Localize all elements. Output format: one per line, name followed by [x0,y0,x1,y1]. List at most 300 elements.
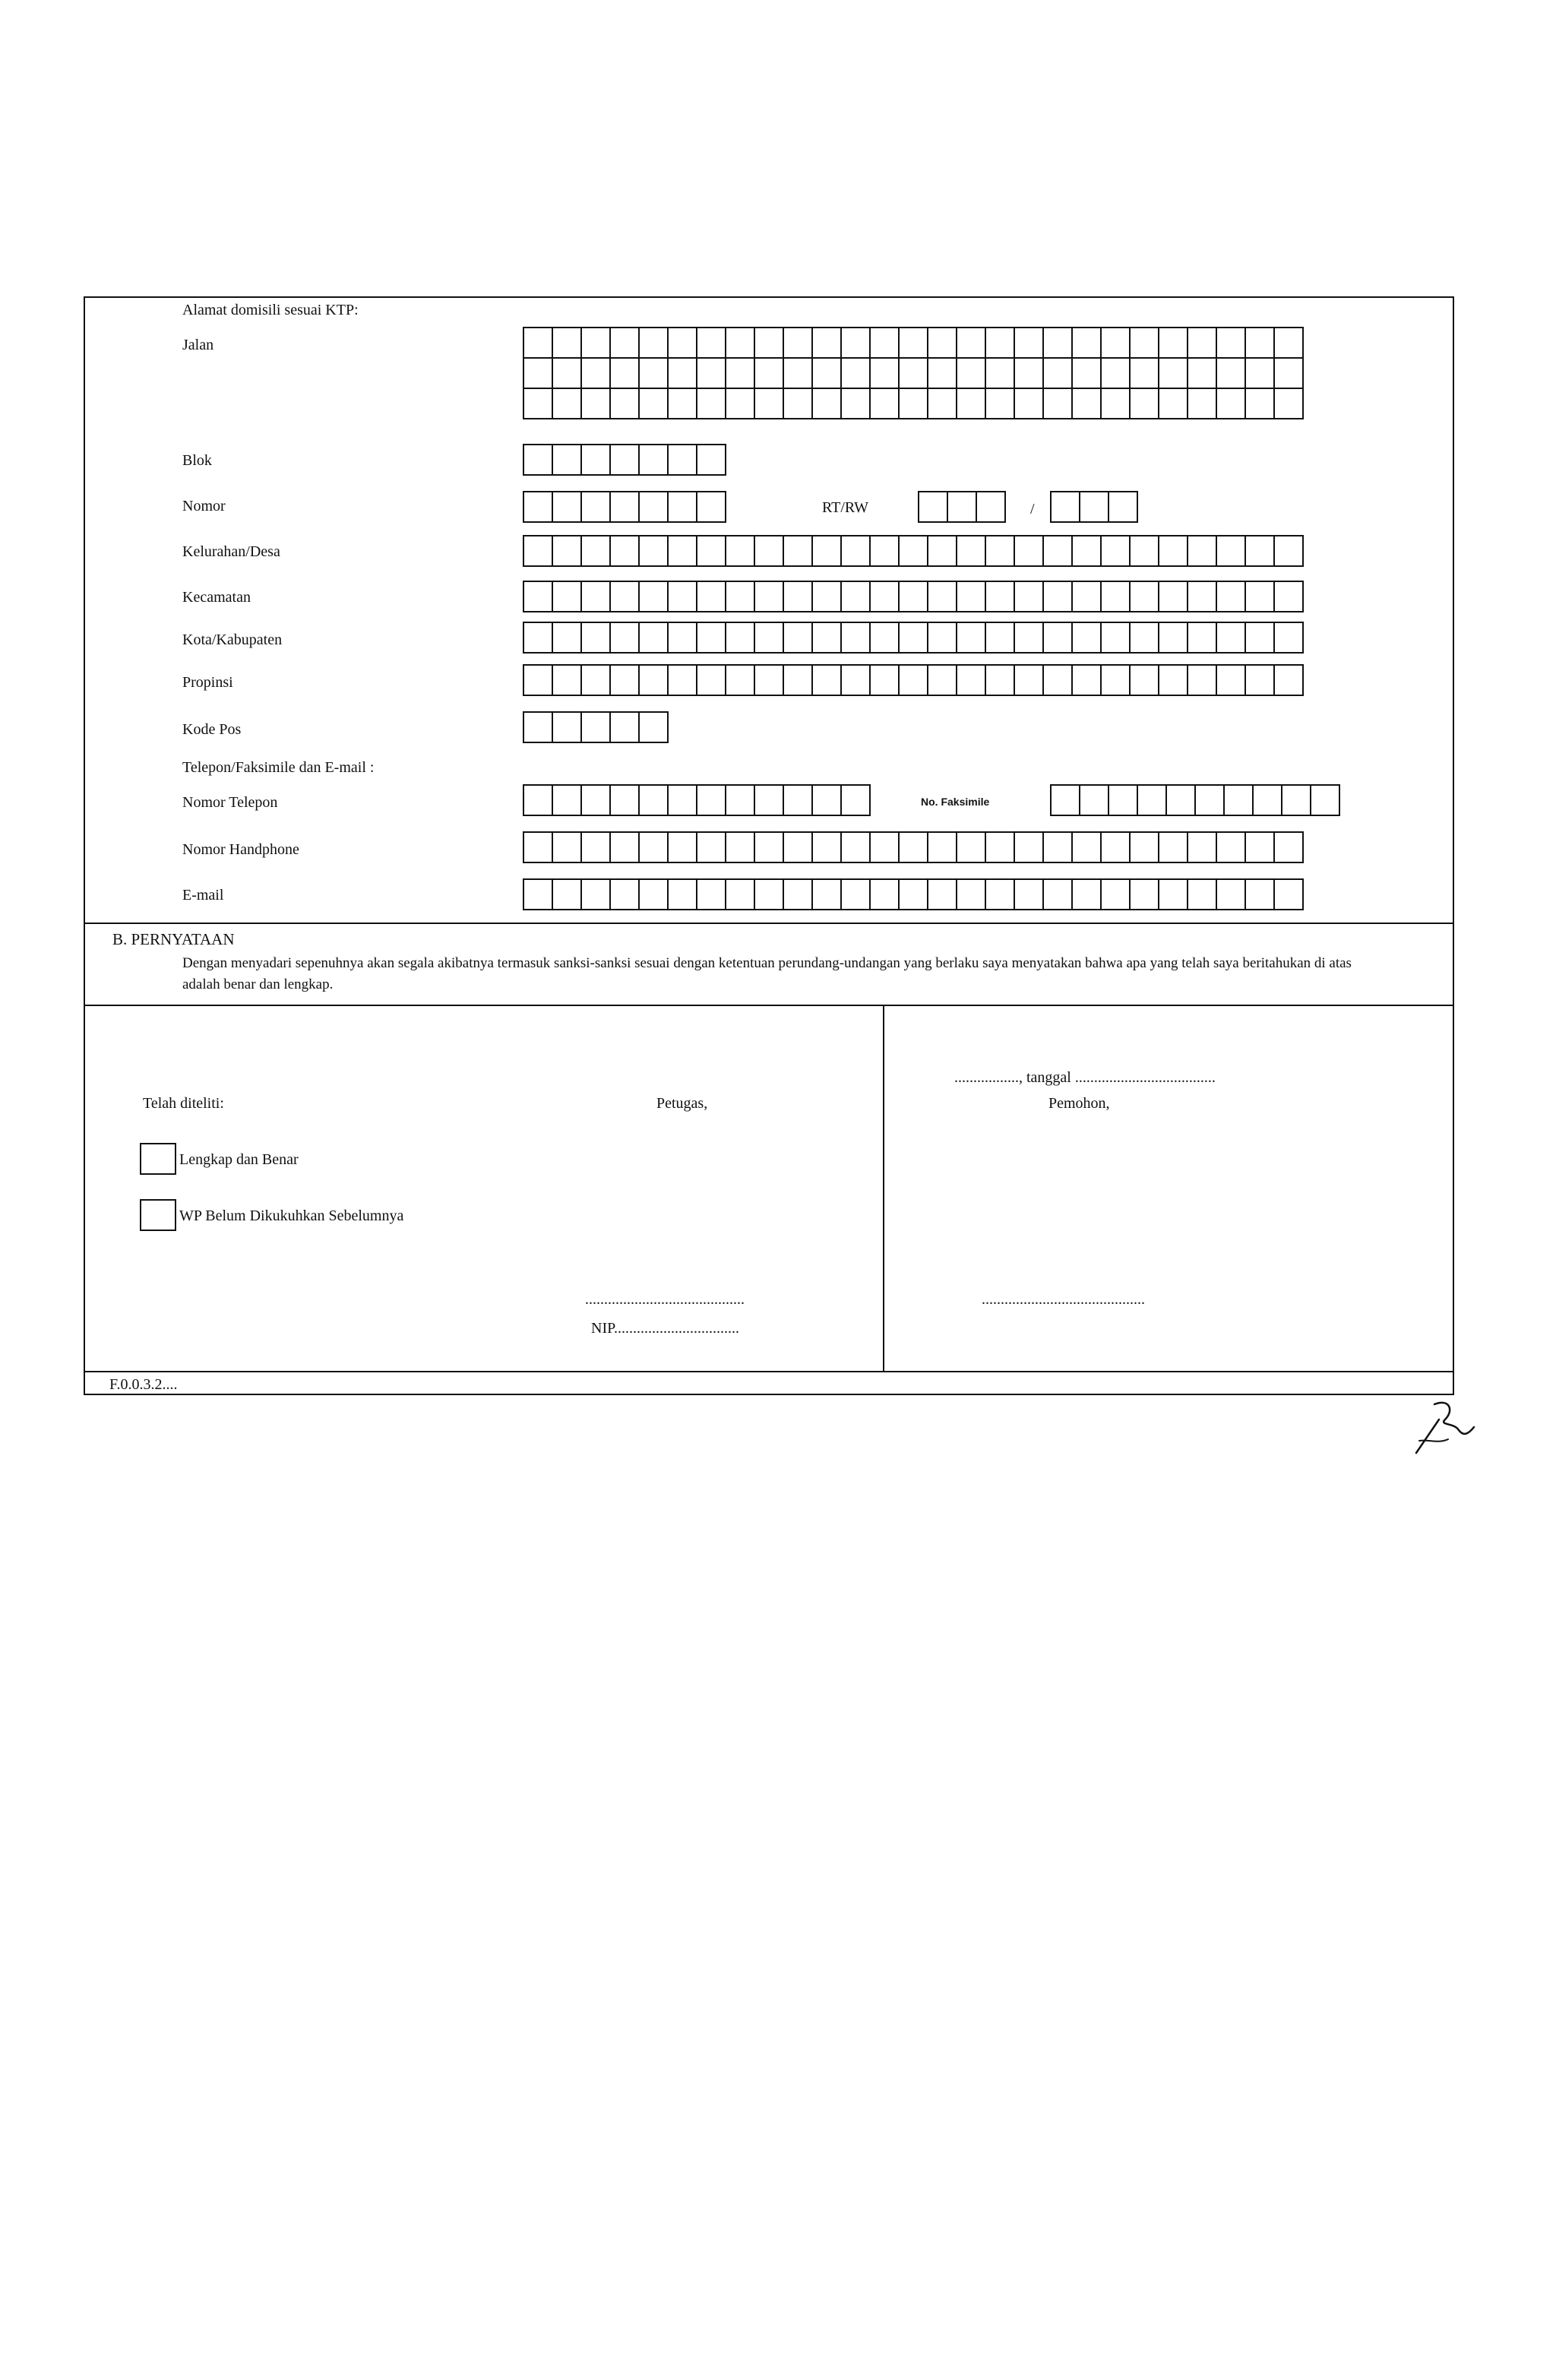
char-box[interactable] [725,388,755,419]
char-box[interactable] [725,622,755,654]
char-box[interactable] [840,327,871,359]
char-box[interactable] [956,388,986,419]
char-box[interactable] [1100,831,1131,863]
char-box[interactable] [580,622,611,654]
char-box[interactable] [1014,622,1044,654]
char-box[interactable] [869,622,900,654]
char-box[interactable] [667,357,697,389]
char-box[interactable] [754,831,784,863]
char-box[interactable] [1273,388,1304,419]
char-box[interactable] [1273,831,1304,863]
char-box[interactable] [1014,664,1044,696]
char-box[interactable] [927,327,957,359]
char-box[interactable] [1042,581,1073,612]
char-box[interactable] [725,831,755,863]
char-box[interactable] [1216,535,1246,567]
char-box[interactable] [1273,622,1304,654]
char-box[interactable] [1071,388,1102,419]
char-box[interactable] [1158,535,1188,567]
char-box[interactable] [696,831,726,863]
char-box[interactable] [898,831,928,863]
char-box[interactable] [1244,327,1275,359]
char-box[interactable] [667,664,697,696]
char-box[interactable] [1187,327,1217,359]
char-box[interactable] [840,784,871,816]
char-box[interactable] [1129,388,1159,419]
char-box[interactable] [1165,784,1196,816]
char-box[interactable] [1158,357,1188,389]
char-box[interactable] [609,491,640,523]
char-box[interactable] [667,491,697,523]
char-box[interactable] [667,388,697,419]
char-box[interactable] [1129,357,1159,389]
char-box[interactable] [580,357,611,389]
char-box[interactable] [927,357,957,389]
char-box[interactable] [754,357,784,389]
char-box[interactable] [667,535,697,567]
char-box[interactable] [869,388,900,419]
char-box[interactable] [869,357,900,389]
char-box[interactable] [1079,784,1109,816]
nomor-field[interactable] [523,491,725,523]
char-box[interactable] [552,581,582,612]
char-box[interactable] [696,491,726,523]
char-box[interactable] [725,878,755,910]
char-box[interactable] [811,878,842,910]
char-box[interactable] [1158,581,1188,612]
char-box[interactable] [580,878,611,910]
char-box[interactable] [1108,491,1138,523]
char-box[interactable] [1273,327,1304,359]
char-box[interactable] [840,831,871,863]
char-box[interactable] [1216,327,1246,359]
char-box[interactable] [783,622,813,654]
char-box[interactable] [1042,622,1073,654]
char-box[interactable] [1079,491,1109,523]
char-box[interactable] [638,491,669,523]
char-box[interactable] [783,535,813,567]
char-box[interactable] [1050,784,1080,816]
char-box[interactable] [638,622,669,654]
char-box[interactable] [1042,388,1073,419]
char-box[interactable] [580,664,611,696]
char-box[interactable] [1187,388,1217,419]
char-box[interactable] [1071,622,1102,654]
char-box[interactable] [552,622,582,654]
char-box[interactable] [580,535,611,567]
char-box[interactable] [869,581,900,612]
email-field[interactable] [523,878,1302,910]
char-box[interactable] [523,622,553,654]
char-box[interactable] [1100,664,1131,696]
char-box[interactable] [985,622,1015,654]
char-box[interactable] [1100,327,1131,359]
char-box[interactable] [1310,784,1340,816]
char-box[interactable] [1042,878,1073,910]
char-box[interactable] [667,444,697,476]
char-box[interactable] [523,535,553,567]
char-box[interactable] [1244,388,1275,419]
char-box[interactable] [1244,831,1275,863]
char-box[interactable] [898,327,928,359]
char-box[interactable] [1273,581,1304,612]
char-box[interactable] [523,388,553,419]
char-box[interactable] [1244,357,1275,389]
char-box[interactable] [927,622,957,654]
char-box[interactable] [1273,535,1304,567]
char-box[interactable] [1071,878,1102,910]
char-box[interactable] [927,664,957,696]
char-box[interactable] [552,388,582,419]
kodepos-field[interactable] [523,711,667,743]
char-box[interactable] [552,535,582,567]
char-box[interactable] [1042,664,1073,696]
char-box[interactable] [1187,831,1217,863]
char-box[interactable] [754,535,784,567]
char-box[interactable] [552,357,582,389]
char-box[interactable] [898,581,928,612]
char-box[interactable] [1129,878,1159,910]
char-box[interactable] [1100,388,1131,419]
char-box[interactable] [696,878,726,910]
char-box[interactable] [1244,878,1275,910]
char-box[interactable] [523,491,553,523]
char-box[interactable] [609,831,640,863]
char-box[interactable] [956,581,986,612]
char-box[interactable] [552,831,582,863]
char-box[interactable] [552,878,582,910]
char-box[interactable] [1014,831,1044,863]
char-box[interactable] [956,831,986,863]
char-box[interactable] [1158,388,1188,419]
char-box[interactable] [1187,581,1217,612]
char-box[interactable] [1158,622,1188,654]
char-box[interactable] [956,535,986,567]
rw-field[interactable] [1050,491,1137,523]
char-box[interactable] [1137,784,1167,816]
char-box[interactable] [956,878,986,910]
char-box[interactable] [580,491,611,523]
char-box[interactable] [1014,327,1044,359]
char-box[interactable] [725,784,755,816]
jalan-field[interactable] [523,327,1302,418]
char-box[interactable] [609,878,640,910]
char-box[interactable] [956,622,986,654]
char-box[interactable] [696,622,726,654]
char-box[interactable] [898,878,928,910]
char-box[interactable] [1281,784,1311,816]
char-box[interactable] [638,664,669,696]
char-box[interactable] [1158,831,1188,863]
char-box[interactable] [927,878,957,910]
char-box[interactable] [638,784,669,816]
char-box[interactable] [754,622,784,654]
char-box[interactable] [609,784,640,816]
char-box[interactable] [1216,831,1246,863]
char-box[interactable] [840,581,871,612]
not-registered-checkbox[interactable] [140,1199,176,1231]
char-box[interactable] [754,581,784,612]
char-box[interactable] [638,581,669,612]
char-box[interactable] [1129,831,1159,863]
char-box[interactable] [638,878,669,910]
handphone-field[interactable] [523,831,1302,863]
char-box[interactable] [638,711,669,743]
char-box[interactable] [1158,327,1188,359]
char-box[interactable] [783,878,813,910]
char-box[interactable] [1050,491,1080,523]
char-box[interactable] [609,444,640,476]
char-box[interactable] [725,327,755,359]
char-box[interactable] [840,357,871,389]
char-box[interactable] [523,784,553,816]
char-box[interactable] [696,388,726,419]
kota-field[interactable] [523,622,1302,654]
char-box[interactable] [667,581,697,612]
char-box[interactable] [811,357,842,389]
char-box[interactable] [976,491,1006,523]
char-box[interactable] [609,664,640,696]
char-box[interactable] [947,491,977,523]
char-box[interactable] [1014,388,1044,419]
char-box[interactable] [783,831,813,863]
char-box[interactable] [985,535,1015,567]
char-box[interactable] [927,581,957,612]
char-box[interactable] [1042,831,1073,863]
char-box[interactable] [1194,784,1225,816]
char-box[interactable] [1244,535,1275,567]
char-box[interactable] [811,581,842,612]
char-box[interactable] [1042,357,1073,389]
complete-checkbox[interactable] [140,1143,176,1175]
char-box[interactable] [1129,622,1159,654]
char-box[interactable] [638,327,669,359]
char-box[interactable] [783,784,813,816]
char-box[interactable] [609,388,640,419]
char-box[interactable] [1071,664,1102,696]
char-box[interactable] [696,664,726,696]
char-box[interactable] [552,664,582,696]
char-box[interactable] [840,388,871,419]
char-box[interactable] [580,444,611,476]
char-box[interactable] [667,784,697,816]
char-box[interactable] [985,664,1015,696]
char-box[interactable] [1216,878,1246,910]
char-box[interactable] [811,622,842,654]
char-box[interactable] [725,581,755,612]
char-box[interactable] [1014,357,1044,389]
char-box[interactable] [1158,878,1188,910]
char-box[interactable] [956,327,986,359]
char-box[interactable] [869,535,900,567]
char-box[interactable] [811,831,842,863]
char-box[interactable] [609,535,640,567]
char-box[interactable] [523,357,553,389]
char-box[interactable] [1014,535,1044,567]
char-box[interactable] [638,444,669,476]
char-box[interactable] [609,622,640,654]
char-box[interactable] [523,831,553,863]
char-box[interactable] [1187,622,1217,654]
char-box[interactable] [552,784,582,816]
char-box[interactable] [1100,535,1131,567]
char-box[interactable] [696,327,726,359]
char-box[interactable] [811,784,842,816]
char-box[interactable] [523,664,553,696]
char-box[interactable] [638,357,669,389]
char-box[interactable] [869,327,900,359]
char-box[interactable] [754,784,784,816]
char-box[interactable] [523,581,553,612]
char-box[interactable] [1100,878,1131,910]
char-box[interactable] [696,444,726,476]
char-box[interactable] [609,581,640,612]
char-box[interactable] [552,711,582,743]
char-box[interactable] [609,357,640,389]
char-box[interactable] [1252,784,1282,816]
char-box[interactable] [1187,878,1217,910]
char-box[interactable] [1273,664,1304,696]
char-box[interactable] [1014,581,1044,612]
char-box[interactable] [580,711,611,743]
char-box[interactable] [1244,622,1275,654]
char-box[interactable] [696,784,726,816]
char-box[interactable] [580,831,611,863]
char-box[interactable] [754,327,784,359]
char-box[interactable] [523,327,553,359]
char-box[interactable] [552,444,582,476]
char-box[interactable] [638,388,669,419]
char-box[interactable] [1014,878,1044,910]
telepon-field[interactable] [523,784,869,816]
char-box[interactable] [783,388,813,419]
char-box[interactable] [1187,357,1217,389]
char-box[interactable] [1042,535,1073,567]
char-box[interactable] [1071,535,1102,567]
char-box[interactable] [783,327,813,359]
char-box[interactable] [1100,622,1131,654]
char-box[interactable] [985,327,1015,359]
char-box[interactable] [1129,664,1159,696]
char-box[interactable] [725,535,755,567]
char-box[interactable] [898,622,928,654]
char-box[interactable] [1071,327,1102,359]
char-box[interactable] [1273,878,1304,910]
char-box[interactable] [1129,535,1159,567]
char-box[interactable] [811,664,842,696]
char-box[interactable] [1273,357,1304,389]
char-box[interactable] [1216,664,1246,696]
char-box[interactable] [523,444,553,476]
char-box[interactable] [1187,664,1217,696]
char-box[interactable] [1129,327,1159,359]
char-box[interactable] [840,878,871,910]
char-box[interactable] [523,878,553,910]
char-box[interactable] [725,357,755,389]
char-box[interactable] [783,357,813,389]
char-box[interactable] [1216,622,1246,654]
char-box[interactable] [754,878,784,910]
char-box[interactable] [754,388,784,419]
char-box[interactable] [956,664,986,696]
char-box[interactable] [580,388,611,419]
char-box[interactable] [667,878,697,910]
char-box[interactable] [1100,357,1131,389]
char-box[interactable] [1108,784,1138,816]
char-box[interactable] [580,581,611,612]
char-box[interactable] [1158,664,1188,696]
char-box[interactable] [1244,664,1275,696]
char-box[interactable] [783,664,813,696]
char-box[interactable] [985,357,1015,389]
char-box[interactable] [840,622,871,654]
char-box[interactable] [927,535,957,567]
char-box[interactable] [725,664,755,696]
kecamatan-field[interactable] [523,581,1302,612]
char-box[interactable] [985,581,1015,612]
char-box[interactable] [840,664,871,696]
char-box[interactable] [638,535,669,567]
char-box[interactable] [927,388,957,419]
char-box[interactable] [696,357,726,389]
char-box[interactable] [667,831,697,863]
char-box[interactable] [1071,357,1102,389]
char-box[interactable] [1216,581,1246,612]
char-box[interactable] [609,711,640,743]
char-box[interactable] [1071,831,1102,863]
char-box[interactable] [869,664,900,696]
char-box[interactable] [811,388,842,419]
char-box[interactable] [1216,388,1246,419]
propinsi-field[interactable] [523,664,1302,696]
char-box[interactable] [840,535,871,567]
char-box[interactable] [1216,357,1246,389]
kelurahan-field[interactable] [523,535,1302,567]
char-box[interactable] [552,327,582,359]
char-box[interactable] [552,491,582,523]
char-box[interactable] [985,878,1015,910]
char-box[interactable] [1244,581,1275,612]
blok-field[interactable] [523,444,725,476]
char-box[interactable] [898,357,928,389]
char-box[interactable] [898,535,928,567]
char-box[interactable] [898,664,928,696]
char-box[interactable] [1223,784,1254,816]
char-box[interactable] [754,664,784,696]
char-box[interactable] [985,831,1015,863]
char-box[interactable] [1187,535,1217,567]
char-box[interactable] [523,711,553,743]
char-box[interactable] [869,831,900,863]
char-box[interactable] [667,622,697,654]
char-box[interactable] [580,784,611,816]
faksimile-field[interactable] [1050,784,1339,816]
char-box[interactable] [811,327,842,359]
char-box[interactable] [956,357,986,389]
rt-field[interactable] [918,491,1004,523]
char-box[interactable] [696,535,726,567]
char-box[interactable] [811,535,842,567]
char-box[interactable] [667,327,697,359]
char-box[interactable] [918,491,948,523]
char-box[interactable] [696,581,726,612]
char-box[interactable] [927,831,957,863]
char-box[interactable] [1071,581,1102,612]
char-box[interactable] [1129,581,1159,612]
char-box[interactable] [1042,327,1073,359]
char-box[interactable] [869,878,900,910]
char-box[interactable] [783,581,813,612]
